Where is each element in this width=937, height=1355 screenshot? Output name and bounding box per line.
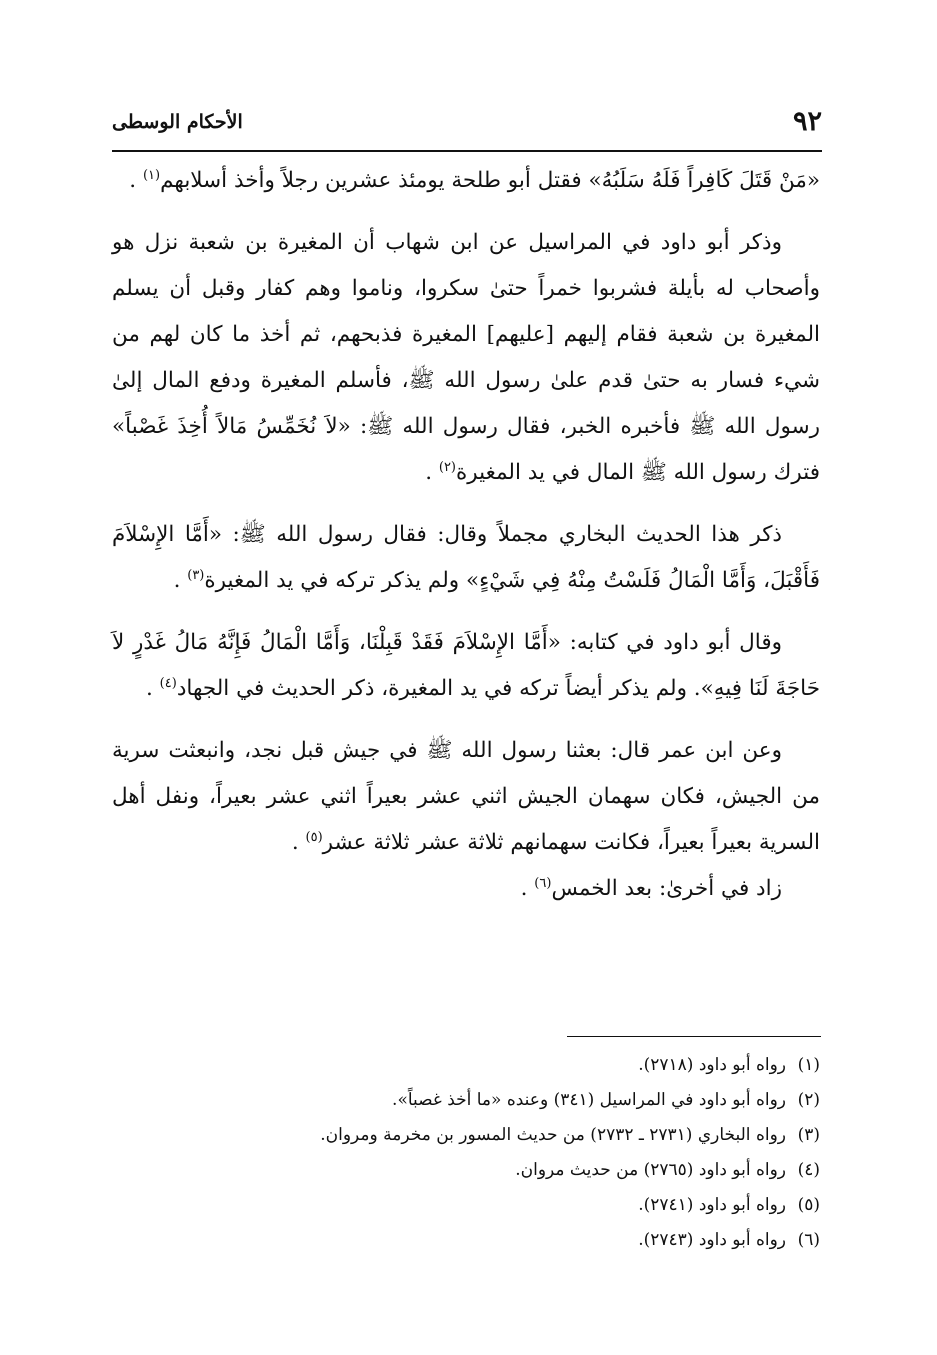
footnote-number: (٢): [797, 1090, 820, 1110]
footnote-ref: (٣): [187, 567, 205, 583]
page-number: ٩٢: [792, 106, 822, 137]
footnote-number: (٤): [797, 1160, 820, 1180]
footnote-text: رواه البخاري (٢٧٣١ ـ ٢٧٣٢) من حديث المسور بن مخرمة ومروان.: [320, 1125, 786, 1145]
footnote-ref: (٦): [534, 875, 552, 891]
paragraph-end: .: [520, 876, 535, 901]
footnote-text: رواه أبو داود في المراسيل (٣٤١) وعنده «ما أخذ غصباً».: [392, 1090, 786, 1110]
footnote-number: (٣): [797, 1125, 820, 1145]
paragraph: [112, 158, 820, 204]
running-header: [112, 104, 822, 140]
paragraph: [112, 866, 820, 912]
footnote-ref: (١): [142, 167, 161, 183]
footnote-ref: (٥): [305, 829, 323, 845]
footnote-item: [112, 1118, 820, 1153]
paragraph-text: زاد في أخرىٰ: بعد الخمس: [551, 876, 782, 901]
paragraph-text: ذكر هذا الحديث البخاري مجملاً وقال: فقال رسول الله ﷺ: «أَمَّا الإِسْلاَمَ فَأَقْبَلَ، وَأَمَّا الْمَالُ فَلَسْتُ مِنْهُ فِي شَيْءٍ» ولم يذكر تركه في يد المغيرة: [112, 522, 820, 593]
footnote-separator: [567, 1036, 821, 1037]
paragraph-end: .: [146, 676, 160, 701]
footnote-item: [112, 1188, 820, 1223]
paragraph-end: .: [291, 830, 306, 855]
footnote-ref: (٤): [159, 675, 177, 691]
footnote-number: (٦): [797, 1230, 820, 1250]
footnotes: [112, 1048, 820, 1258]
footnote-text: رواه أبو داود (٢٧٤٣).: [638, 1230, 786, 1250]
paragraph: [112, 620, 820, 712]
book-title: الأحكام الوسطى: [112, 111, 243, 133]
footnote-text: رواه أبو داود (٢٧٦٥) من حديث مروان.: [515, 1160, 786, 1180]
footnote-item: [112, 1048, 820, 1083]
footnote-ref: (٢): [438, 459, 456, 475]
main-text: [112, 158, 820, 928]
footnote-text: رواه أبو داود (٢٧٤١).: [638, 1195, 786, 1215]
paragraph-end: .: [129, 168, 143, 193]
paragraph: [112, 728, 820, 866]
paragraph: [112, 512, 820, 604]
paragraph-text: وعن ابن عمر قال: بعثنا رسول الله ﷺ في جيش قبل نجد، وانبعثت سرية من الجيش، فكان سهمان الجيش اثني عشر بعيراً اثني عشر بعيراً، ونفل أهل السرية بعيراً بعيراً، فكانت سهمانهم ثلاثة عشر ثلاثة عشر: [112, 738, 820, 855]
paragraph-text: وقال أبو داود في كتابه: «أَمَّا الإِسْلاَمَ فَقَدْ قَبِلْنَا، وَأَمَّا الْمَالُ فَإِنَّهُ مَالُ غَدْرٍ لاَ حَاجَةَ لَنَا فِيهِ». ولم يذكر أيضاً تركه في يد المغيرة، ذكر الحديث في الجهاد: [112, 630, 820, 701]
footnote-item: [112, 1083, 820, 1118]
footnote-text: رواه أبو داود (٢٧١٨).: [638, 1055, 786, 1075]
paragraph-text: «مَنْ قَتَلَ كَافِراً فَلَهُ سَلَبُهُ» فقتل أبو طلحة يومئذ عشرين رجلاً وأخذ أسلابهم: [160, 168, 820, 193]
footnote-item: [112, 1223, 820, 1258]
footnote-item: [112, 1153, 820, 1188]
paragraph: [112, 220, 820, 496]
paragraph-end: .: [173, 568, 188, 593]
header-rule: [112, 150, 822, 152]
footnote-number: (٥): [797, 1195, 820, 1215]
paragraph-end: .: [425, 460, 439, 485]
paragraph-text: وذكر أبو داود في المراسيل عن ابن شهاب أن المغيرة بن شعبة نزل هو وأصحاب له بأيلة فشربوا خمراً حتىٰ سكروا، وناموا وهم كفار وقبل أن يسلم المغيرة بن شعبة فقام إليهم [عليهم] المغيرة فذبحهم، ثم أخذ ما كان لهم من شيء فسار به حتىٰ قدم علىٰ رسول الله ﷺ، فأسلم المغيرة ودفع المال إلىٰ رسول الله ﷺ فأخبره الخبر، فقال رسول الله ﷺ: «لاَ نُخَمِّسُ مَالاً أُخِذَ غَصْباً» فترك رسول الله ﷺ المال في يد المغيرة: [112, 230, 820, 485]
footnote-number: (١): [797, 1055, 820, 1075]
